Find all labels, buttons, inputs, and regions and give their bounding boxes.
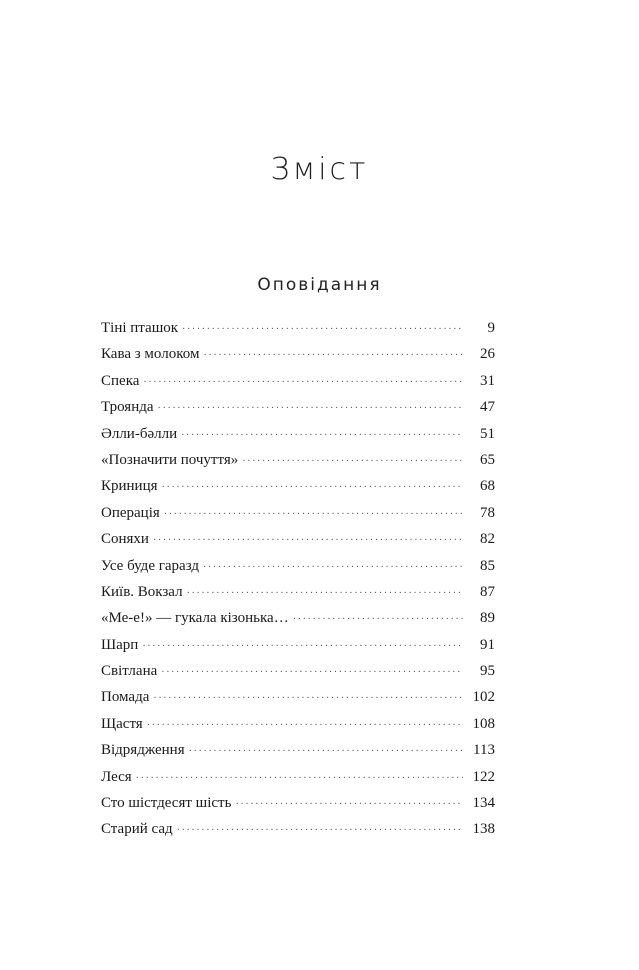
- toc-dot-leader: [177, 818, 463, 844]
- toc-dot-leader: [189, 739, 463, 765]
- toc-dot-leader: [181, 423, 463, 449]
- toc-entry-title: Щастя: [101, 715, 143, 732]
- toc-entry[interactable]: [101, 711, 495, 737]
- toc-dot-leader: [136, 766, 463, 792]
- toc-entry-title: «Позначити почуття»: [101, 451, 239, 468]
- toc-page-number: 138: [472, 821, 495, 838]
- toc-page-number: 82: [480, 531, 495, 548]
- toc-dot-leader: [153, 686, 463, 712]
- toc-page-number: 95: [480, 663, 495, 680]
- toc-entry[interactable]: [101, 473, 495, 499]
- toc-dot-leader: [162, 475, 463, 501]
- toc-entry[interactable]: [101, 526, 495, 552]
- toc-dot-leader: [158, 396, 463, 422]
- toc-entry-title: Əлли-бəлли: [101, 425, 178, 442]
- toc-page-number: 26: [480, 346, 495, 363]
- toc-entry[interactable]: [101, 684, 495, 710]
- toc-page-number: 78: [480, 504, 495, 521]
- toc-dot-leader: [147, 713, 463, 739]
- toc-entry-title: Леся: [101, 768, 132, 785]
- toc-page-number: 47: [480, 399, 495, 416]
- toc-dot-leader: [142, 634, 463, 660]
- toc-entry-title: Спека: [101, 372, 140, 389]
- toc-entry[interactable]: [101, 500, 495, 526]
- toc-dot-leader: [293, 607, 463, 633]
- toc-page-number: 134: [472, 795, 495, 812]
- toc-entry[interactable]: [101, 394, 495, 420]
- toc-entry-title: Старий сад: [101, 821, 173, 838]
- toc-entry[interactable]: [101, 447, 495, 473]
- toc-page-number: 85: [480, 557, 495, 574]
- toc-entry[interactable]: [101, 632, 495, 658]
- toc-dot-leader: [182, 317, 463, 343]
- toc-entry[interactable]: [101, 368, 495, 394]
- section-title: Оповідання: [257, 275, 382, 295]
- toc-page-number: 122: [472, 768, 495, 785]
- toc-entry-title: Шарп: [101, 636, 139, 653]
- toc-page-number: 89: [480, 610, 495, 627]
- toc-entry-title: Світлана: [101, 663, 158, 680]
- toc-page-number: 65: [480, 451, 495, 468]
- toc-entry[interactable]: [101, 737, 495, 763]
- toc-entry[interactable]: [101, 605, 495, 631]
- toc-entry-title: «Ме-е!» — гукала кізонька…: [101, 610, 289, 627]
- toc-entry-title: Соняхи: [101, 531, 149, 548]
- toc-entry-title: Операція: [101, 504, 160, 521]
- toc-entry-title: Помада: [101, 689, 150, 706]
- toc-list: [101, 315, 495, 843]
- toc-entry[interactable]: [101, 341, 495, 367]
- toc-page-number: 9: [487, 320, 495, 336]
- toc-dot-leader: [203, 343, 463, 369]
- toc-entry[interactable]: [101, 658, 495, 684]
- toc-entry-title: Усе буде гаразд: [101, 557, 199, 574]
- toc-dot-leader: [242, 449, 463, 475]
- toc-page-number: 108: [472, 715, 495, 732]
- toc-dot-leader: [203, 555, 463, 581]
- toc-entry-title: Кава з молоком: [101, 346, 200, 363]
- toc-entry[interactable]: [101, 315, 495, 341]
- toc-dot-leader: [235, 792, 463, 818]
- toc-entry-title: Троянда: [101, 399, 154, 416]
- toc-entry[interactable]: [101, 579, 495, 605]
- toc-dot-leader: [153, 528, 463, 554]
- toc-page-number: 51: [480, 425, 495, 442]
- toc-entry[interactable]: [101, 421, 495, 447]
- toc-entry-title: Сто шістдесят шість: [101, 795, 232, 812]
- toc-page-number: 68: [480, 478, 495, 495]
- toc-dot-leader: [164, 502, 463, 528]
- page-title: Зміст: [270, 152, 369, 187]
- toc-page-number: 31: [480, 372, 495, 389]
- toc-page-number: 91: [480, 636, 495, 653]
- toc-entry-title: Тіні пташок: [101, 320, 179, 336]
- toc-page-number: 102: [472, 689, 495, 706]
- toc-entry[interactable]: [101, 816, 495, 842]
- toc-page-number: 87: [480, 583, 495, 600]
- toc-dot-leader: [161, 660, 463, 686]
- toc-dot-leader: [143, 370, 463, 396]
- toc-entry-title: Відрядження: [101, 742, 185, 759]
- toc-entry[interactable]: [101, 764, 495, 790]
- toc-dot-leader: [187, 581, 463, 607]
- toc-entry-title: Криниця: [101, 478, 158, 495]
- toc-entry[interactable]: [101, 790, 495, 816]
- toc-page-number: 113: [473, 742, 495, 759]
- toc-entry-title: Київ. Вокзал: [101, 583, 183, 600]
- toc-entry[interactable]: [101, 553, 495, 579]
